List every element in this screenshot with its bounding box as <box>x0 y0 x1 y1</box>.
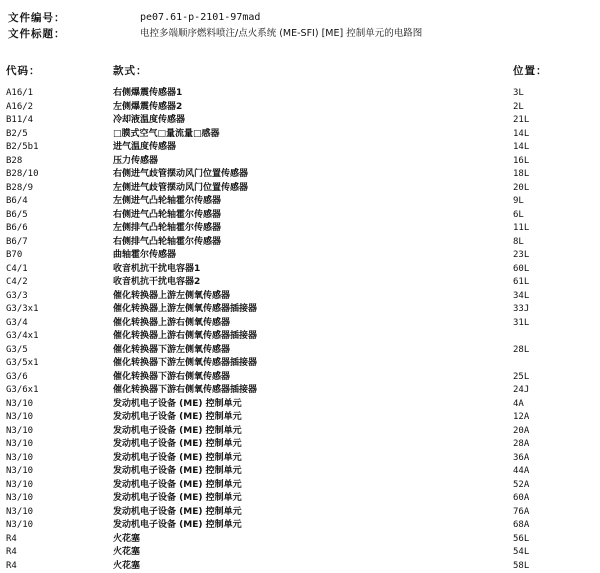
component-description: 左侧进气凸轮轴霍尔传感器 <box>113 195 221 209</box>
component-table <box>0 87 600 573</box>
table-row <box>0 209 600 223</box>
component-code: B70 <box>6 249 22 263</box>
component-code: B28/10 <box>6 168 39 182</box>
table-row <box>0 384 600 398</box>
table-row <box>0 492 600 506</box>
table-row <box>0 452 600 466</box>
component-description: 右侧进气歧管摆动风门位置传感器 <box>113 168 248 182</box>
component-description: 催化转换器上游左侧氧传感器插接器 <box>113 303 257 317</box>
table-row <box>0 182 600 196</box>
component-code: N3/10 <box>6 465 33 479</box>
component-code: G3/4x1 <box>6 330 39 344</box>
component-description: 左侧爆震传感器2 <box>113 101 182 115</box>
component-description: 发动机电子设备 (ME) 控制单元 <box>113 452 242 466</box>
component-description: 发动机电子设备 (ME) 控制单元 <box>113 519 242 533</box>
table-row <box>0 128 600 142</box>
component-code: B6/6 <box>6 222 28 236</box>
document-number-label: 文件编号： <box>8 11 66 25</box>
header-code: 代码： <box>6 64 41 78</box>
component-position: 16L <box>513 155 529 169</box>
component-description: 发动机电子设备 (ME) 控制单元 <box>113 411 242 425</box>
component-position: 20A <box>513 425 529 439</box>
component-code: N3/10 <box>6 438 33 452</box>
document-title-value: 电控多端顺序燃料喷注/点火系统 (ME-SFI) [ME] 控制单元的电路图 <box>140 27 422 41</box>
component-description: 发动机电子设备 (ME) 控制单元 <box>113 492 242 506</box>
component-description: 发动机电子设备 (ME) 控制单元 <box>113 506 242 520</box>
component-description: 催化转换器下游左侧氧传感器插接器 <box>113 357 257 371</box>
component-code: N3/10 <box>6 425 33 439</box>
component-description: 发动机电子设备 (ME) 控制单元 <box>113 398 242 412</box>
component-description: 左侧排气凸轮轴霍尔传感器 <box>113 222 221 236</box>
table-row <box>0 263 600 277</box>
header-position: 位置： <box>513 64 548 78</box>
table-row <box>0 276 600 290</box>
component-position: 23L <box>513 249 529 263</box>
component-description: 进气温度传感器 <box>113 141 176 155</box>
component-description: 曲轴霍尔传感器 <box>113 249 176 263</box>
component-code: R4 <box>6 546 17 560</box>
component-description: 火花塞 <box>113 546 140 560</box>
table-row <box>0 506 600 520</box>
table-row <box>0 290 600 304</box>
component-position: 60A <box>513 492 529 506</box>
table-row <box>0 371 600 385</box>
component-code: N3/10 <box>6 479 33 493</box>
component-code: B2/5b1 <box>6 141 39 155</box>
table-row <box>0 141 600 155</box>
component-code: B6/5 <box>6 209 28 223</box>
document-number-value: pe07.61-p-2101-97mad <box>140 11 260 25</box>
component-code: N3/10 <box>6 411 33 425</box>
component-code: A16/1 <box>6 87 33 101</box>
component-position: 33J <box>513 303 529 317</box>
component-description: 催化转换器上游左侧氧传感器 <box>113 290 230 304</box>
component-code: B28/9 <box>6 182 33 196</box>
component-position: 4A <box>513 398 524 412</box>
component-description: 冷却液温度传感器 <box>113 114 185 128</box>
component-position: 8L <box>513 236 524 250</box>
component-code: C4/1 <box>6 263 28 277</box>
table-row <box>0 303 600 317</box>
component-description: 发动机电子设备 (ME) 控制单元 <box>113 465 242 479</box>
component-position: 34L <box>513 290 529 304</box>
component-code: A16/2 <box>6 101 33 115</box>
component-position: 21L <box>513 114 529 128</box>
component-position: 58L <box>513 560 529 573</box>
component-description: 右侧进气凸轮轴霍尔传感器 <box>113 209 221 223</box>
component-position: 52A <box>513 479 529 493</box>
header-description: 款式： <box>113 64 148 78</box>
table-row <box>0 195 600 209</box>
component-position: 61L <box>513 276 529 290</box>
component-position: 28A <box>513 438 529 452</box>
table-row <box>0 222 600 236</box>
table-row <box>0 479 600 493</box>
component-code: B28 <box>6 155 22 169</box>
component-code: R4 <box>6 533 17 547</box>
component-position: 20L <box>513 182 529 196</box>
table-row <box>0 465 600 479</box>
component-code: G3/5 <box>6 344 28 358</box>
component-code: G3/4 <box>6 317 28 331</box>
table-row <box>0 249 600 263</box>
component-description: 左侧进气歧管摆动风门位置传感器 <box>113 182 248 196</box>
component-description: 收音机抗干扰电容器2 <box>113 276 200 290</box>
table-row <box>0 533 600 547</box>
component-code: B6/4 <box>6 195 28 209</box>
component-description: 催化转换器上游右侧氧传感器插接器 <box>113 330 257 344</box>
component-description: 发动机电子设备 (ME) 控制单元 <box>113 479 242 493</box>
component-position: 2L <box>513 101 524 115</box>
component-description: 压力传感器 <box>113 155 158 169</box>
component-position: 60L <box>513 263 529 277</box>
component-code: B6/7 <box>6 236 28 250</box>
component-description: 右侧爆震传感器1 <box>113 87 182 101</box>
component-description: 发动机电子设备 (ME) 控制单元 <box>113 438 242 452</box>
component-position: 25L <box>513 371 529 385</box>
component-code: G3/6x1 <box>6 384 39 398</box>
table-row <box>0 344 600 358</box>
table-row <box>0 114 600 128</box>
component-position: 3L <box>513 87 524 101</box>
component-code: N3/10 <box>6 492 33 506</box>
table-row <box>0 168 600 182</box>
component-code: B11/4 <box>6 114 33 128</box>
table-row <box>0 155 600 169</box>
document-title-label: 文件标题： <box>8 27 66 41</box>
component-position: 14L <box>513 128 529 142</box>
component-description: 收音机抗干扰电容器1 <box>113 263 200 277</box>
table-row <box>0 317 600 331</box>
component-position: 36A <box>513 452 529 466</box>
component-description: 发动机电子设备 (ME) 控制单元 <box>113 425 242 439</box>
component-position: 12A <box>513 411 529 425</box>
component-code: N3/10 <box>6 452 33 466</box>
component-description: 催化转换器下游右侧氧传感器 <box>113 371 230 385</box>
component-description: □膜式空气□量流量□感器 <box>113 128 220 142</box>
component-position: 9L <box>513 195 524 209</box>
component-code: N3/10 <box>6 506 33 520</box>
table-row <box>0 330 600 344</box>
component-description: 催化转换器下游左侧氧传感器 <box>113 344 230 358</box>
component-code: G3/3 <box>6 290 28 304</box>
table-row <box>0 546 600 560</box>
component-code: N3/10 <box>6 519 33 533</box>
component-position: 11L <box>513 222 529 236</box>
component-code: R4 <box>6 560 17 573</box>
component-description: 右侧排气凸轮轴霍尔传感器 <box>113 236 221 250</box>
table-row <box>0 411 600 425</box>
component-code: C4/2 <box>6 276 28 290</box>
component-position: 76A <box>513 506 529 520</box>
component-position: 54L <box>513 546 529 560</box>
component-code: G3/3x1 <box>6 303 39 317</box>
component-position: 31L <box>513 317 529 331</box>
table-row <box>0 438 600 452</box>
table-row <box>0 357 600 371</box>
table-row <box>0 101 600 115</box>
component-code: N3/10 <box>6 398 33 412</box>
table-row <box>0 519 600 533</box>
component-description: 火花塞 <box>113 533 140 547</box>
table-row <box>0 236 600 250</box>
component-description: 催化转换器下游右侧氧传感器插接器 <box>113 384 257 398</box>
component-position: 6L <box>513 209 524 223</box>
component-description: 火花塞 <box>113 560 140 573</box>
component-position: 56L <box>513 533 529 547</box>
component-code: G3/5x1 <box>6 357 39 371</box>
component-position: 18L <box>513 168 529 182</box>
component-position: 24J <box>513 384 529 398</box>
table-row <box>0 398 600 412</box>
component-code: B2/5 <box>6 128 28 142</box>
component-description: 催化转换器上游右侧氧传感器 <box>113 317 230 331</box>
component-position: 68A <box>513 519 529 533</box>
component-position: 28L <box>513 344 529 358</box>
table-row <box>0 87 600 101</box>
component-position: 44A <box>513 465 529 479</box>
table-row <box>0 425 600 439</box>
component-code: G3/6 <box>6 371 28 385</box>
component-position: 14L <box>513 141 529 155</box>
table-row <box>0 560 600 573</box>
